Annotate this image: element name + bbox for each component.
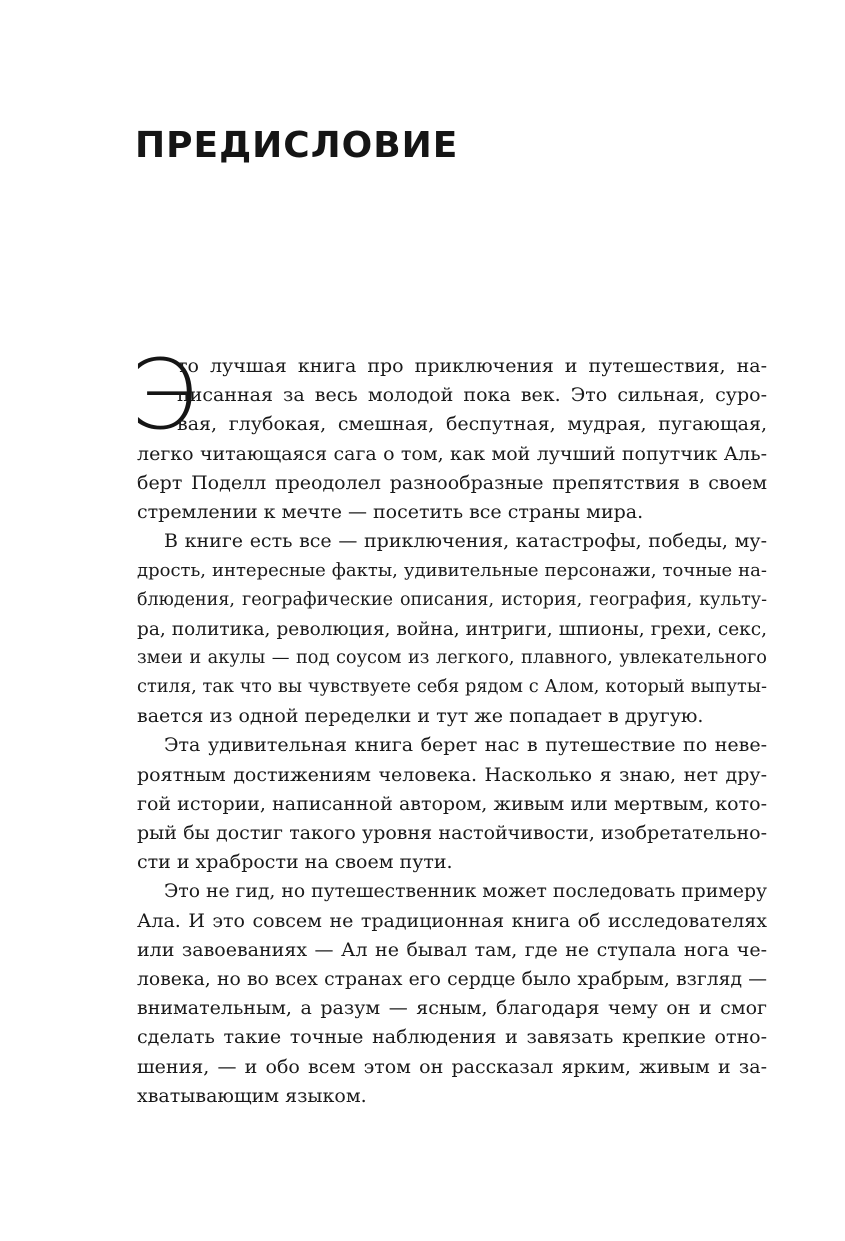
text-line: или завоеваниях — Ал не бывал там, где не ступала нога че- (137, 938, 767, 961)
text-line: змеи и акулы — под соусом из легкого, плавного, увлекательного (137, 647, 767, 668)
drop-cap: Э (130, 339, 198, 451)
text-line: рый бы достиг такого уровня настойчивости, изобретательно- (137, 822, 767, 844)
text-line: сти и храбрости на своем пути. (137, 851, 453, 874)
text-line: гой истории, написанной автором, живым или мертвым, кото- (137, 792, 767, 815)
text-line: шения, — и обо всем этом он рассказал ярким, живым и за- (137, 1055, 767, 1078)
text-line: сделать такие точные наблюдения и завязать крепкие отно- (137, 1026, 767, 1049)
text-line: ра, политика, революция, война, интриги, шпионы, грехи, секс, (137, 618, 767, 640)
text-line: вая, глубокая, смешная, беспутная, мудрая, пугающая, (177, 413, 767, 436)
text-line: внимательным, а разум — ясным, благодаря чему он и смог (137, 997, 767, 1020)
text-line: то лучшая книга про приключения и путешествия, на- (177, 355, 767, 377)
text-line: Эта удивительная книга берет нас в путешествие по неве- (164, 734, 767, 757)
text-line: В книге есть все — приключения, катастрофы, победы, му- (164, 530, 767, 553)
text-line: ловека, но во всех странах его сердце было храбрым, взгляд — (137, 968, 767, 990)
page-title: ПРЕДИСЛОВИЕ (135, 125, 459, 166)
text-line: хватывающим языком. (137, 1084, 367, 1107)
text-line: роятным достижениям человека. Насколько я знаю, нет дру- (137, 763, 767, 786)
text-line: дрость, интересные факты, удивительные персонажи, точные на- (137, 560, 767, 582)
text-line: Ала. И это совсем не традиционная книга об исследователях (137, 909, 767, 932)
text-line: легко читающаяся сага о том, как мой лучший попутчик Аль- (137, 442, 767, 465)
text-line: писанная за весь молодой пока век. Это сильная, суро- (177, 384, 767, 407)
text-line: блюдения, географические описания, история, география, культу- (137, 589, 767, 610)
text-line: берт Поделл преодолел разнообразные препятствия в своем (137, 471, 767, 494)
body-text (137, 352, 767, 1111)
text-line: стиля, так что вы чувствуете себя рядом с Алом, который выпуты- (137, 677, 767, 698)
text-line: стремлении к мечте — посетить все страны мира. (137, 500, 644, 523)
text-line: вается из одной переделки и тут же попадает в другую. (137, 705, 704, 728)
text-line: Это не гид, но путешественник может последовать примеру (164, 881, 767, 903)
